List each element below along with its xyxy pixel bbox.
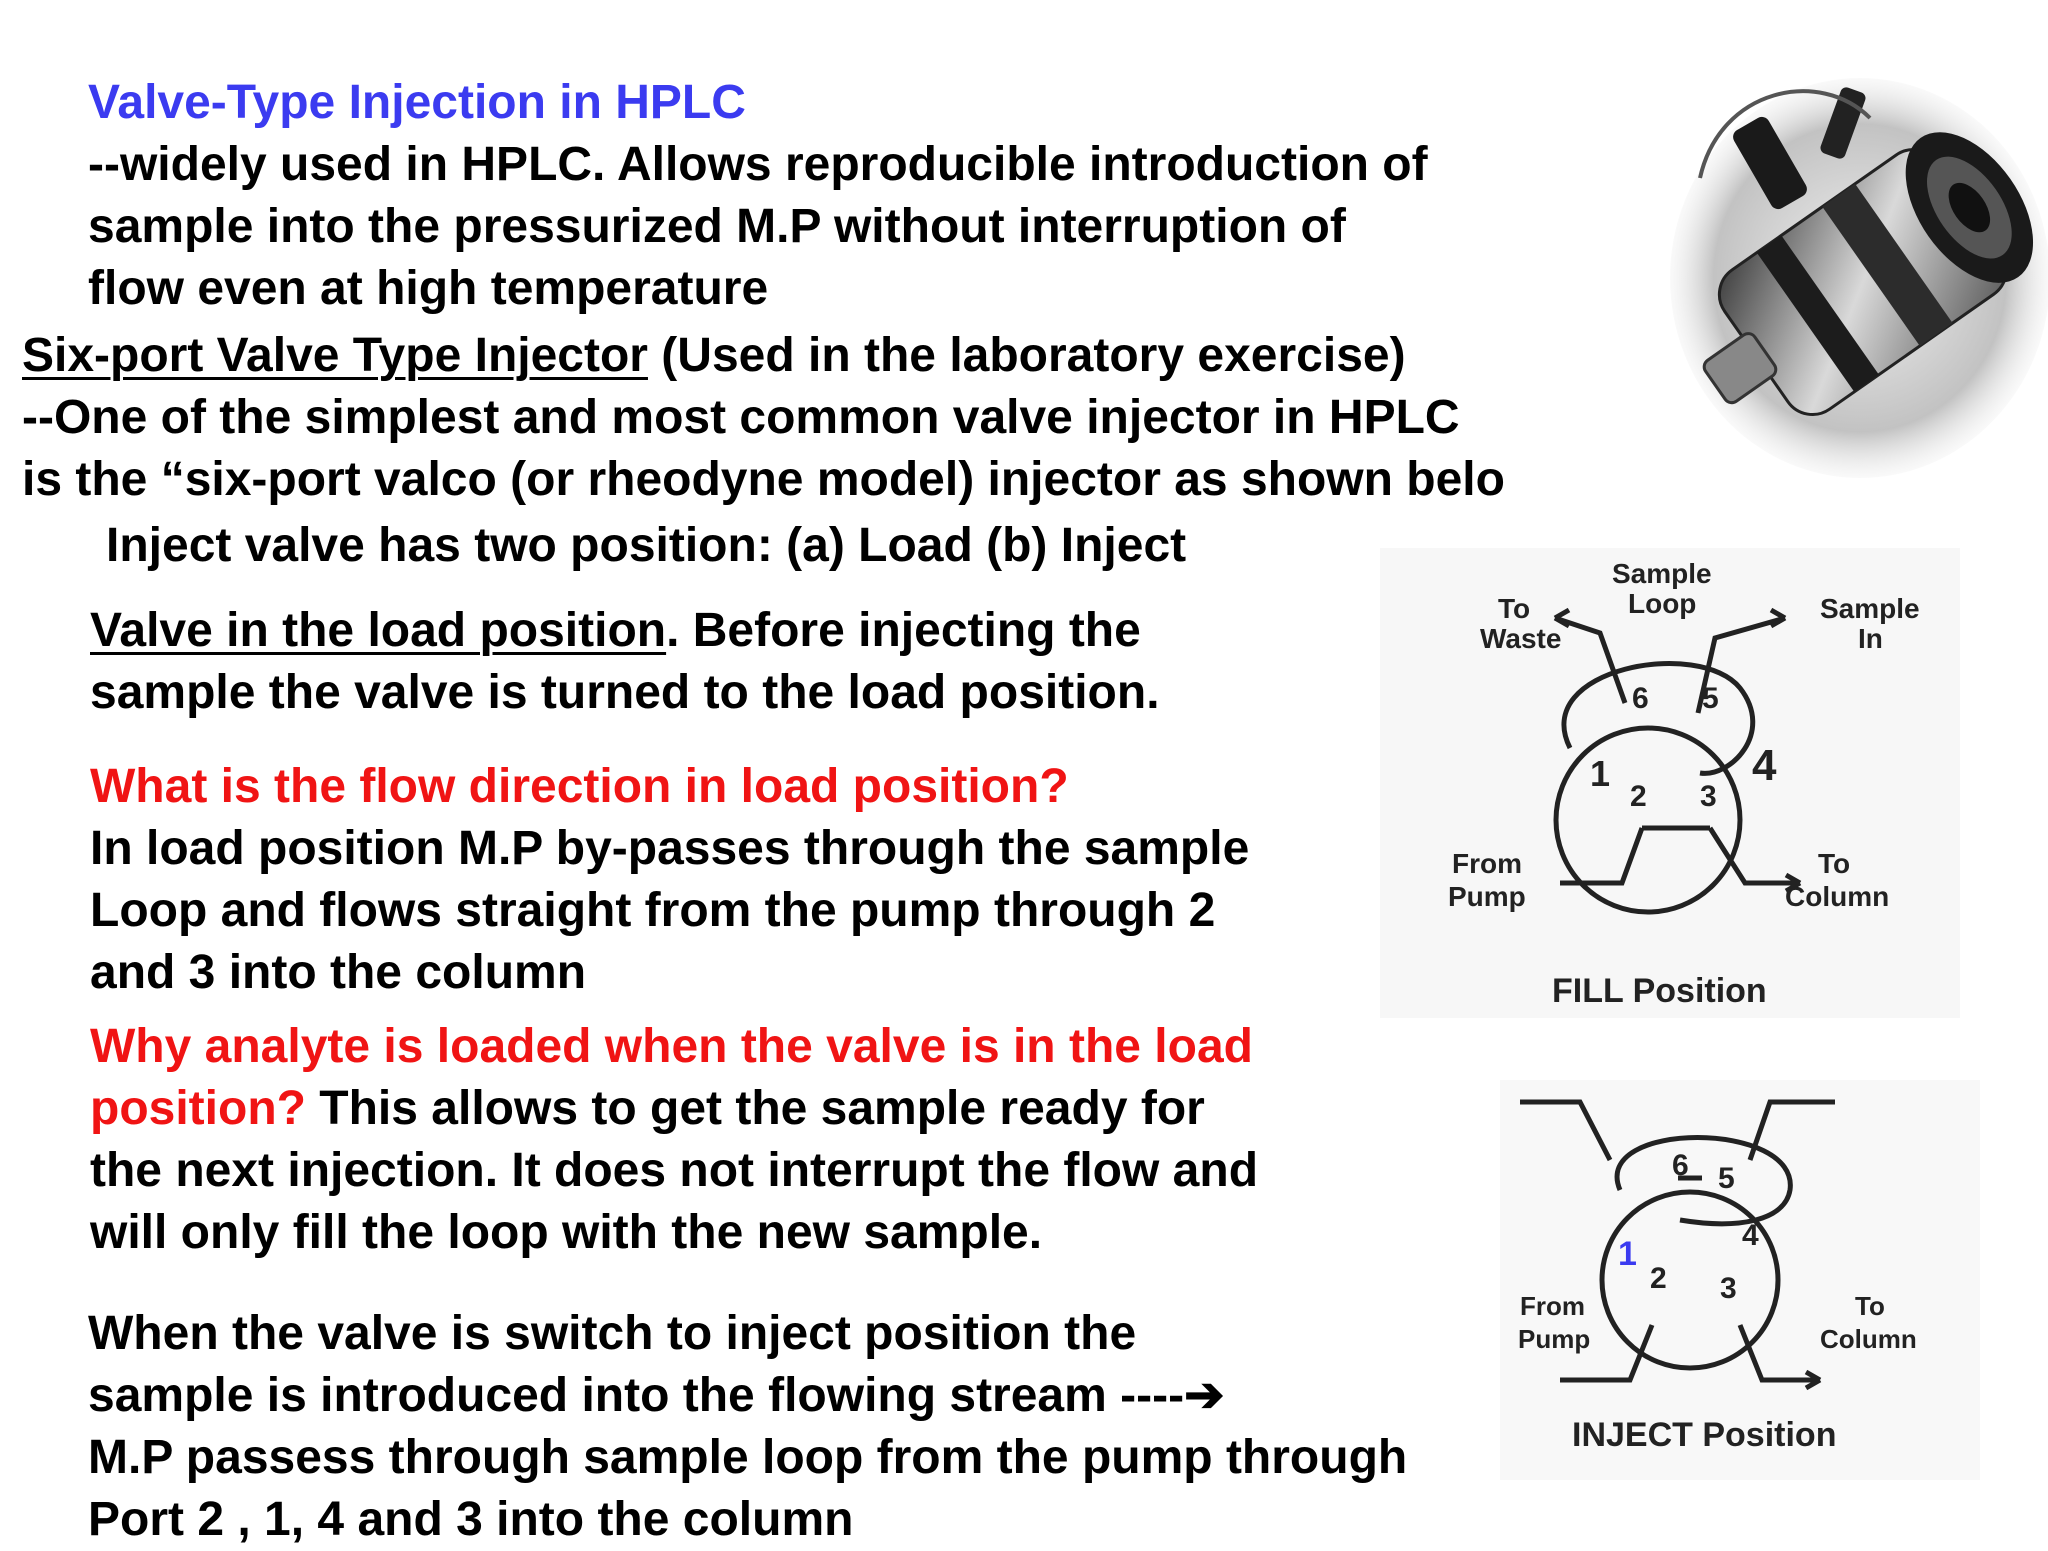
fill-port-2: 2	[1630, 780, 1647, 813]
slide-title: Valve-Type Injection in HPLC	[88, 76, 746, 129]
positions-line: Inject valve has two position: (a) Load (b) Inject	[106, 519, 1187, 572]
inject-position-caption: INJECT Position	[1572, 1416, 1837, 1454]
inject-port-3: 3	[1720, 1272, 1737, 1305]
load-position-rest: . Before injecting the	[666, 604, 1141, 657]
question-2-line-1: Why analyte is loaded when the valve is in the load	[90, 1020, 1253, 1073]
question-1: What is the flow direction in load position?	[90, 760, 1069, 813]
question-2-line-3: the next injection. It does not interrupt the flow and	[90, 1144, 1259, 1197]
inject-line-2: sample is introduced into the flowing stream ----➔	[88, 1369, 1225, 1422]
fill-pump-label: Pump	[1448, 881, 1526, 912]
six-port-line-1: --One of the simplest and most common valve injector in HPLC	[22, 391, 1460, 444]
question-2-answer-part: This allows to get the sample ready for	[305, 1082, 1205, 1135]
answer-1-line-2: Loop and flows straight from the pump through 2	[90, 884, 1216, 937]
load-position-heading	[90, 600, 1141, 662]
intro-line-2: sample into the pressurized M.P without interruption of	[88, 200, 1346, 253]
inject-port-1: 1	[1618, 1235, 1637, 1273]
fill-port-1: 1	[1590, 753, 1611, 794]
fill-waste-label: Waste	[1480, 623, 1562, 654]
fill-sample-in-label: Sample	[1820, 593, 1920, 624]
six-port-line-2: is the “six-port valco (or rheodyne model) injector as shown belo	[22, 453, 1505, 506]
inject-port-6: 6	[1672, 1149, 1689, 1182]
inject-line-1: When the valve is switch to inject position the	[88, 1307, 1137, 1360]
fill-to-label: To	[1498, 593, 1531, 624]
question-2-line-2	[90, 1078, 1205, 1140]
fill-port-5: 5	[1702, 682, 1719, 715]
intro-line-3: flow even at high temperature	[88, 262, 769, 315]
question-2-line-4: will only fill the loop with the new sample.	[90, 1206, 1043, 1259]
six-port-heading-underlined: Six-port Valve Type Injector	[22, 329, 648, 382]
load-position-line-2: sample the valve is turned to the load position.	[90, 666, 1160, 719]
valve-photo-image	[1640, 28, 2048, 498]
inject-line-3: M.P passess through sample loop from the pump through	[88, 1431, 1408, 1484]
fill-from-label: From	[1452, 848, 1522, 879]
fill-port-4: 4	[1752, 741, 1777, 790]
inject-from-label: From	[1520, 1291, 1585, 1321]
question-2-red-part: position?	[90, 1082, 306, 1135]
inject-port-2: 2	[1650, 1262, 1667, 1295]
inject-pump-label: Pump	[1518, 1324, 1591, 1354]
fill-in-label: In	[1858, 623, 1883, 654]
fill-sample-label: Sample	[1612, 558, 1712, 589]
inject-port-5: 5	[1718, 1162, 1735, 1195]
fill-position-caption: FILL Position	[1552, 972, 1767, 1010]
fill-port-6: 6	[1632, 682, 1649, 715]
load-position-underlined: Valve in the load position	[90, 604, 667, 657]
fill-port-3: 3	[1700, 780, 1717, 813]
inject-line-4: Port 2 , 1, 4 and 3 into the column	[88, 1493, 854, 1546]
fill-loop-label: Loop	[1628, 588, 1697, 619]
intro-line-1: --widely used in HPLC. Allows reproducible introduction of	[88, 138, 1428, 191]
inject-port-4: 4	[1742, 1219, 1759, 1252]
answer-1-line-1: In load position M.P by-passes through the sample	[90, 822, 1250, 875]
six-port-heading-rest: (Used in the laboratory exercise)	[647, 329, 1406, 382]
answer-1-line-3: and 3 into the column	[90, 946, 587, 999]
fill-position-diagram	[1380, 548, 1960, 1018]
six-port-heading	[22, 325, 1406, 387]
inject-column-label: Column	[1820, 1324, 1917, 1354]
inject-to-label: To	[1855, 1291, 1885, 1321]
fill-to-column-label: To	[1818, 848, 1851, 879]
fill-column-label: Column	[1785, 881, 1890, 912]
